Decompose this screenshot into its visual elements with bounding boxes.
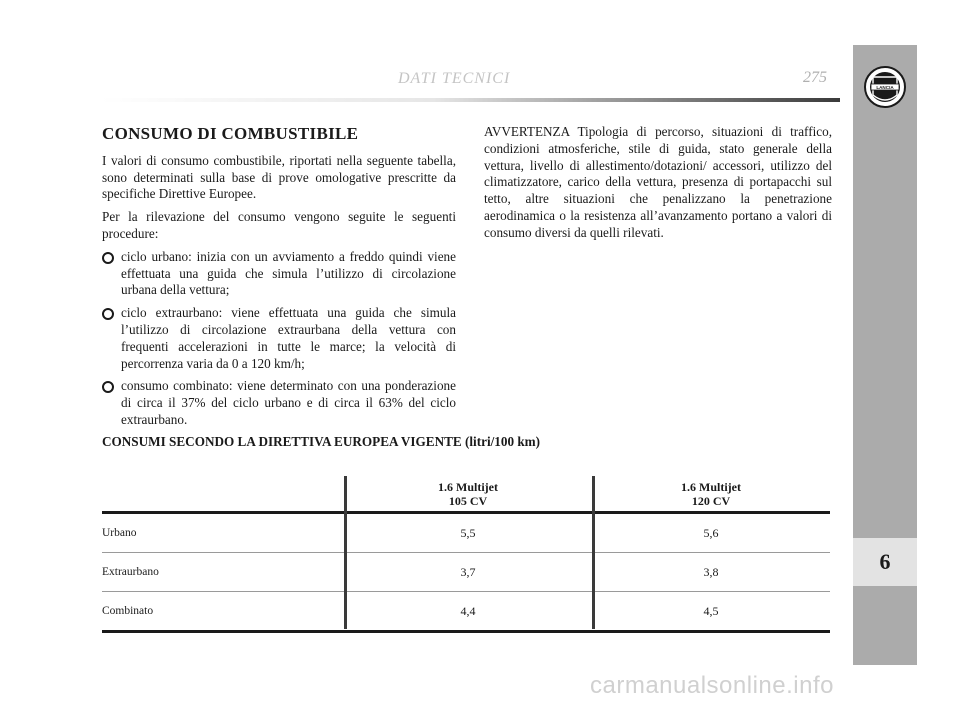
list-item	[102, 305, 456, 372]
row-value: 5,6	[703, 525, 719, 540]
header-empty-cell	[102, 476, 344, 511]
warning-paragraph: AVVERTENZA Tipologia di percorso, situazioni di traffico, condizioni atmosferiche, stile di guida, stato generale della vettura, livello di allestimento/dotazioni/ accessori, utilizzo del climatizzatore, carico della vettura, presenza di portapacchi sul tetto, altre situazioni che penalizzano la penetrazione aerodinamica o la resistenza all’avanzamento portano a valori di consumo diversi da quelli rilevati.	[484, 124, 832, 240]
list-item-text: ciclo extraurbano: viene effettuata una guida che simula l’utilizzo di circolazione extraurbana della vettura con frequenti accelerazioni in tutte le marce; la velocità di percorrenza varia da 0 a 120 km/h;	[121, 305, 456, 371]
chapter-side-strip	[853, 45, 917, 665]
engine-power: 105 CV	[448, 493, 488, 508]
right-column	[484, 124, 832, 248]
circle-bullet-icon	[102, 252, 114, 264]
row-label: Extraurbano	[102, 566, 159, 578]
circle-bullet-icon	[102, 308, 114, 320]
row-label: Urbano	[102, 527, 137, 539]
procedure-paragraph: Per la rilevazione del consumo vengono seguite le seguenti procedure:	[102, 209, 456, 241]
consumption-table	[102, 476, 830, 633]
header-cell	[592, 476, 830, 511]
header-cell	[344, 476, 592, 511]
table-row	[102, 592, 830, 633]
header-rule	[100, 98, 840, 102]
intro-paragraph: I valori di consumo combustibile, riportati nella seguente tabella, sono determinati sulla base di prove omologative prescritte da specifiche Direttive Europee.	[102, 152, 456, 202]
page-header-title: DATI TECNICI	[398, 70, 511, 87]
table-header	[102, 476, 830, 511]
table-row	[102, 553, 830, 592]
engine-name: 1.6 Multijet	[438, 479, 498, 494]
row-value: 3,7	[460, 564, 476, 579]
list-item-text: consumo combinato: viene determinato con una ponderazione di circa il 37% del ciclo urbano e di circa il 63% del ciclo extraurbano.	[121, 378, 456, 427]
row-value: 3,8	[703, 564, 719, 579]
lancia-logo-icon	[863, 65, 907, 109]
engine-name: 1.6 Multijet	[681, 479, 741, 494]
watermark: carmanualsonline.info	[590, 672, 834, 699]
row-value: 4,5	[703, 603, 719, 618]
left-column	[102, 124, 456, 435]
circle-bullet-icon	[102, 381, 114, 393]
table-row	[102, 514, 830, 553]
row-value: 5,5	[460, 525, 476, 540]
logo-text: LANCIA	[876, 85, 894, 90]
row-value: 4,4	[460, 603, 476, 618]
table-title: CONSUMI SECONDO LA DIRETTIVA EUROPEA VIGENTE (litri/100 km)	[102, 434, 541, 449]
list-item-text: ciclo urbano: inizia con un avviamento a freddo quindi viene effettuata una guida che simula l’utilizzo di circolazione urbana della vettura;	[121, 248, 456, 298]
section-title: CONSUMO DI COMBUSTIBILE	[102, 124, 359, 143]
list-item	[102, 249, 456, 299]
engine-power: 120 CV	[691, 493, 731, 508]
list-item	[102, 378, 456, 428]
page-number: 275	[803, 69, 827, 86]
row-label: Combinato	[102, 605, 154, 617]
procedure-list	[102, 249, 456, 429]
chapter-number: 6	[853, 538, 917, 586]
